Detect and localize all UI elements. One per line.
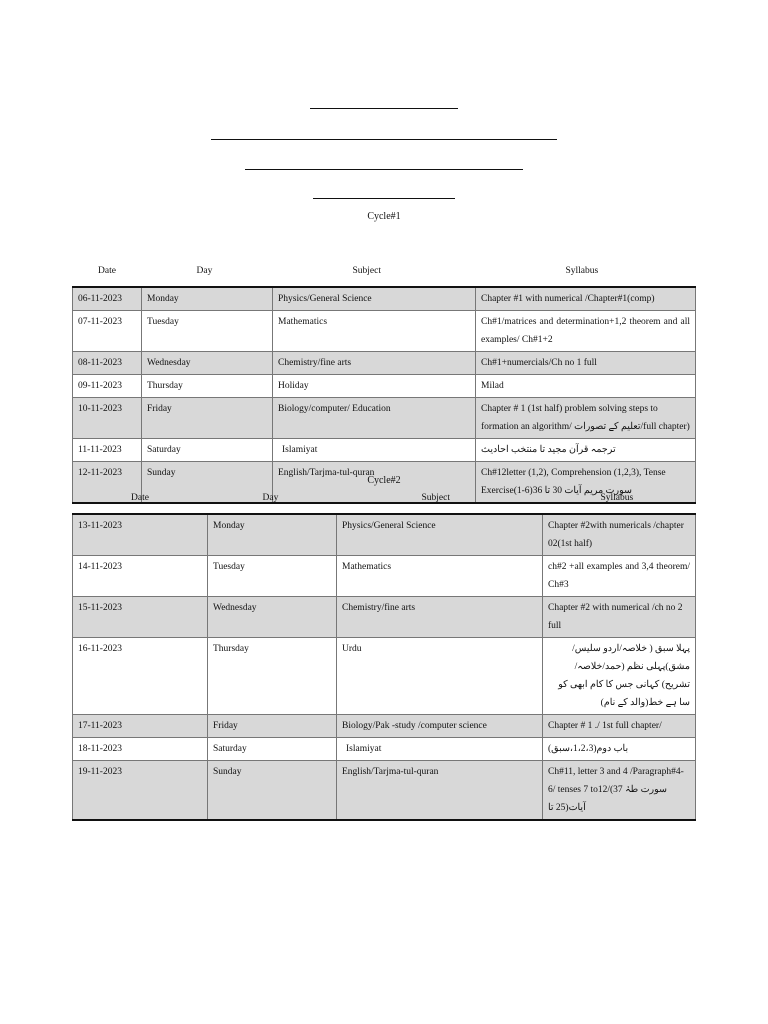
date-cell: 11-11-2023	[73, 439, 142, 462]
date-cell: 14-11-2023	[73, 556, 208, 597]
subject-cell: Biology/computer/ Education	[273, 398, 476, 439]
title-line-4	[313, 198, 455, 199]
date-cell: 10-11-2023	[73, 398, 142, 439]
subject-cell: Physics/General Science	[337, 514, 543, 556]
syllabus-cell: ch#2 +all examples and 3,4 theorem/ Ch#3	[543, 556, 696, 597]
date-cell: 19-11-2023	[73, 761, 208, 821]
subject-cell: Urdu	[337, 638, 543, 715]
day-cell: Thursday	[208, 638, 337, 715]
date-cell: 15-11-2023	[73, 597, 208, 638]
syllabus-cell: باب دوم(1،2،3،سبق)	[543, 738, 696, 761]
syllabus-cell: Chapter #2with numericals /chapter 02(1st half)	[543, 514, 696, 556]
date-cell: 17-11-2023	[73, 715, 208, 738]
subject-cell: Holiday	[273, 375, 476, 398]
day-cell: Saturday	[142, 439, 273, 462]
date-cell: 18-11-2023	[73, 738, 208, 761]
subject-cell: English/Tarjma-tul-quran	[273, 462, 476, 504]
title-line-2	[211, 139, 557, 140]
subject-cell: Biology/Pak -study /computer science	[337, 715, 543, 738]
day-cell: Sunday	[208, 761, 337, 821]
day-cell: Monday	[208, 514, 337, 556]
date-cell: 09-11-2023	[73, 375, 142, 398]
subject-cell: English/Tarjma-tul-quran	[337, 761, 543, 821]
day-cell: Friday	[208, 715, 337, 738]
day-cell: Thursday	[142, 375, 273, 398]
table-row	[73, 375, 696, 398]
header-subject: Subject	[421, 493, 450, 503]
header-syllabus: Syllabus	[565, 266, 599, 276]
table-header-row	[73, 493, 696, 514]
cycle1-table	[72, 266, 696, 504]
syllabus-cell: Ch#11, letter 3 and 4 /Paragraph#4-6/ tenses 7 to12/(37 سورت طہٰ آیات(25 تا	[543, 761, 696, 821]
cycle2-table	[72, 493, 696, 821]
subject-cell: Islamiyat	[273, 439, 476, 462]
syllabus-cell: Ch#1+numercials/Ch no 1 full	[476, 352, 696, 375]
header-subject: Subject	[352, 266, 381, 276]
syllabus-cell: Milad	[476, 375, 696, 398]
day-cell: Monday	[142, 287, 273, 311]
day-cell: Friday	[142, 398, 273, 439]
date-cell: 16-11-2023	[73, 638, 208, 715]
subject-cell: Chemistry/fine arts	[273, 352, 476, 375]
syllabus-cell: Chapter # 1 ./ 1st full chapter/	[543, 715, 696, 738]
table-row	[73, 761, 696, 821]
syllabus-cell: Ch#1/matrices and determination+1,2 theorem and all examples/ Ch#1+2	[476, 311, 696, 352]
table-row	[73, 287, 696, 311]
date-cell: 06-11-2023	[73, 287, 142, 311]
header-day: Day	[196, 266, 213, 276]
syllabus-cell: Chapter # 1 (1st half) problem solving steps to formation an algorithm/ تعلیم کے تصورات/full chapter)	[476, 398, 696, 439]
table-row	[73, 738, 696, 761]
subject-cell: Physics/General Science	[273, 287, 476, 311]
date-cell: 13-11-2023	[73, 514, 208, 556]
header-day: Day	[262, 493, 279, 503]
subject-cell: Mathematics	[337, 556, 543, 597]
syllabus-cell: پہلا سبق ( خلاصہ/اردو سلیس/مشق)پہلی نظم (حمد/خلاصہ/تشریح) کہانی جس کا کام ابھی کو سا ہے خط(والد کے نام)	[543, 638, 696, 715]
syllabus-cell: Ch#12letter (1,2), Comprehension (1,2,3), Tense Exercise(1-6)36 سورت مریم آیات 30 تا	[476, 462, 696, 504]
cycle1-label: Cycle#1	[367, 211, 401, 222]
day-cell: Saturday	[208, 738, 337, 761]
table-row	[73, 715, 696, 738]
date-cell: 12-11-2023	[73, 462, 142, 504]
header-date: Date	[98, 266, 116, 276]
syllabus-cell: Chapter #1 with numerical /Chapter#1(comp)	[476, 287, 696, 311]
syllabus-cell: ترجمہ قرآن مجید تا منتخب احادیث	[476, 439, 696, 462]
subject-cell: Chemistry/fine arts	[337, 597, 543, 638]
date-cell: 08-11-2023	[73, 352, 142, 375]
table-row	[73, 514, 696, 556]
title-line-1	[310, 108, 458, 109]
date-cell: 07-11-2023	[73, 311, 142, 352]
header-syllabus: Syllabus	[600, 493, 634, 503]
cycle2-label: Cycle#2	[367, 475, 401, 486]
syllabus-cell: Chapter #2 with numerical /ch no 2 full	[543, 597, 696, 638]
day-cell: Wednesday	[208, 597, 337, 638]
table-header-row	[73, 266, 696, 287]
subject-cell: Islamiyat	[337, 738, 543, 761]
day-cell: Tuesday	[142, 311, 273, 352]
table-row	[73, 439, 696, 462]
table-row	[73, 311, 696, 352]
table-row	[73, 352, 696, 375]
day-cell: Sunday	[142, 462, 273, 504]
subject-cell: Mathematics	[273, 311, 476, 352]
table-row	[73, 597, 696, 638]
day-cell: Tuesday	[208, 556, 337, 597]
table-row	[73, 556, 696, 597]
title-line-3	[245, 169, 523, 170]
day-cell: Wednesday	[142, 352, 273, 375]
table-row	[73, 638, 696, 715]
table-row	[73, 398, 696, 439]
header-date: Date	[131, 493, 149, 503]
